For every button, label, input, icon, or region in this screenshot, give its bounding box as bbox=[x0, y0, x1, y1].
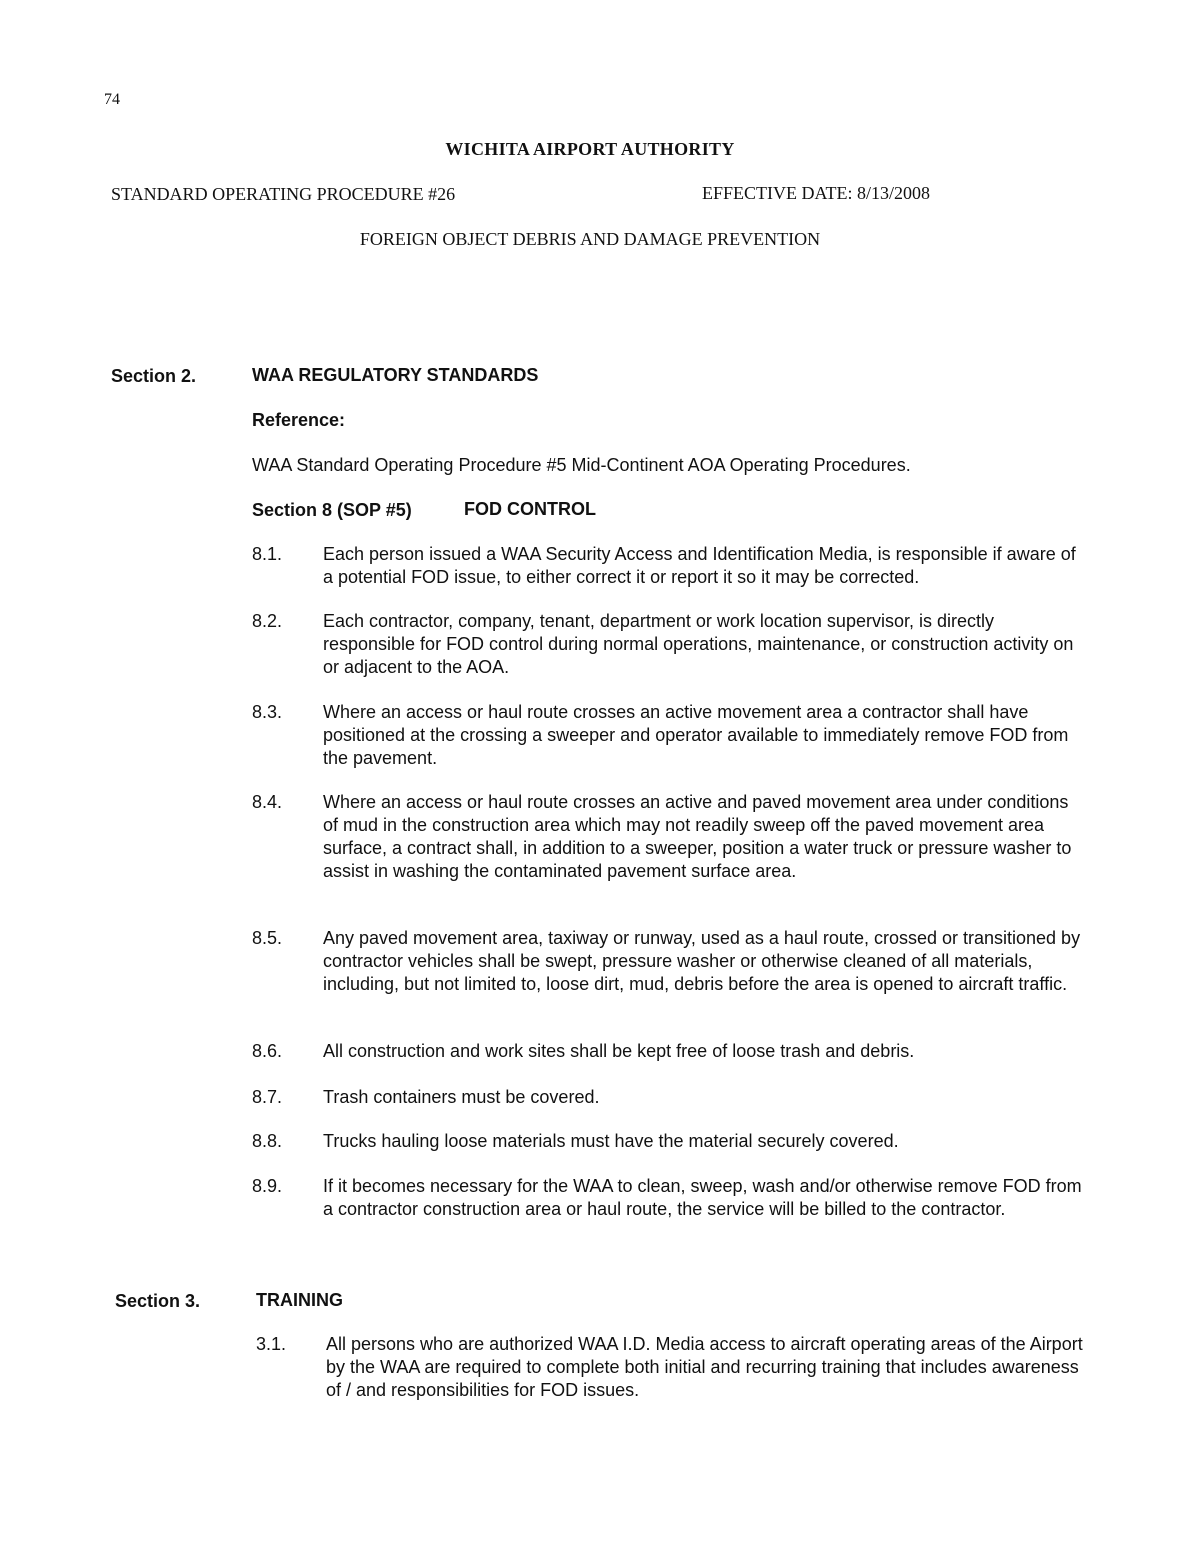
section-3-label: Section 3. bbox=[115, 1291, 201, 1311]
page-number: 74 bbox=[104, 91, 120, 108]
item-text: Any paved movement area, taxiway or runway, used as a haul route, crossed or transitioned by contractor vehicles shall be swept, pressure washer or otherwise cleaned of all materials, including, but not limited to, loose dirt, mud, debris before the area is opened to aircraft traffic. bbox=[323, 928, 1081, 994]
sop-number: STANDARD OPERATING PROCEDURE #26 bbox=[111, 184, 456, 204]
reference-text: WAA Standard Operating Procedure #5 Mid-Continent AOA Operating Procedures. bbox=[252, 455, 911, 475]
item-number: 8.2. bbox=[252, 611, 283, 631]
item-number: 8.3. bbox=[252, 702, 283, 722]
item-number: 8.4. bbox=[252, 792, 283, 812]
item-text: Where an access or haul route crosses an active and paved movement area under conditions of mud in the construction area which may not readily sweep off the paved movement area surface, a contract shall, in addition to a sweeper, position a water truck or pressure washer to assist in washing the contaminated pavement surface area. bbox=[323, 792, 1072, 881]
item-text: If it becomes necessary for the WAA to clean, sweep, wash and/or otherwise remove FOD from a contractor construction area or haul route, the service will be billed to the contractor. bbox=[323, 1176, 1082, 1219]
item-text: Trucks hauling loose materials must have the material securely covered. bbox=[323, 1131, 899, 1151]
item-text: Trash containers must be covered. bbox=[323, 1087, 600, 1107]
reference-heading: Reference: bbox=[252, 410, 346, 430]
item-text: All construction and work sites shall be kept free of loose trash and debris. bbox=[323, 1041, 915, 1061]
item-text: Each person issued a WAA Security Access and Identification Media, is responsible if aware of a potential FOD issue, to either correct it or report it so it may be corrected. bbox=[323, 544, 1076, 587]
item-number: 8.9. bbox=[252, 1176, 283, 1196]
section-2-title: WAA REGULATORY STANDARDS bbox=[252, 365, 539, 385]
item-number: 3.1. bbox=[256, 1334, 287, 1354]
document-title: FOREIGN OBJECT DEBRIS AND DAMAGE PREVENTION bbox=[359, 229, 821, 249]
effective-date: EFFECTIVE DATE: 8/13/2008 bbox=[702, 183, 930, 203]
item-text: Each contractor, company, tenant, department or work location supervisor, is directly responsible for FOD control during normal operations, maintenance, or construction activity on or adjacent to the AOA. bbox=[323, 611, 1074, 677]
subsection-title: FOD CONTROL bbox=[464, 499, 596, 519]
item-number: 8.1. bbox=[252, 544, 283, 564]
item-number: 8.7. bbox=[252, 1087, 283, 1107]
section-3-title: TRAINING bbox=[256, 1290, 343, 1310]
organization-title: WICHITA AIRPORT AUTHORITY bbox=[445, 139, 735, 159]
subsection-label: Section 8 (SOP #5) bbox=[252, 500, 412, 520]
section-2-label: Section 2. bbox=[111, 366, 197, 386]
item-number: 8.6. bbox=[252, 1041, 283, 1061]
item-text: Where an access or haul route crosses an active movement area a contractor shall have positioned at the crossing a sweeper and operator available to immediately remove FOD from the pavement. bbox=[323, 702, 1069, 768]
item-number: 8.8. bbox=[252, 1131, 283, 1151]
item-text: All persons who are authorized WAA I.D. Media access to aircraft operating areas of the Airport by the WAA are required to complete both initial and recurring training that includes awareness of / and responsibilities for FOD issues. bbox=[326, 1334, 1083, 1400]
item-number: 8.5. bbox=[252, 928, 283, 948]
